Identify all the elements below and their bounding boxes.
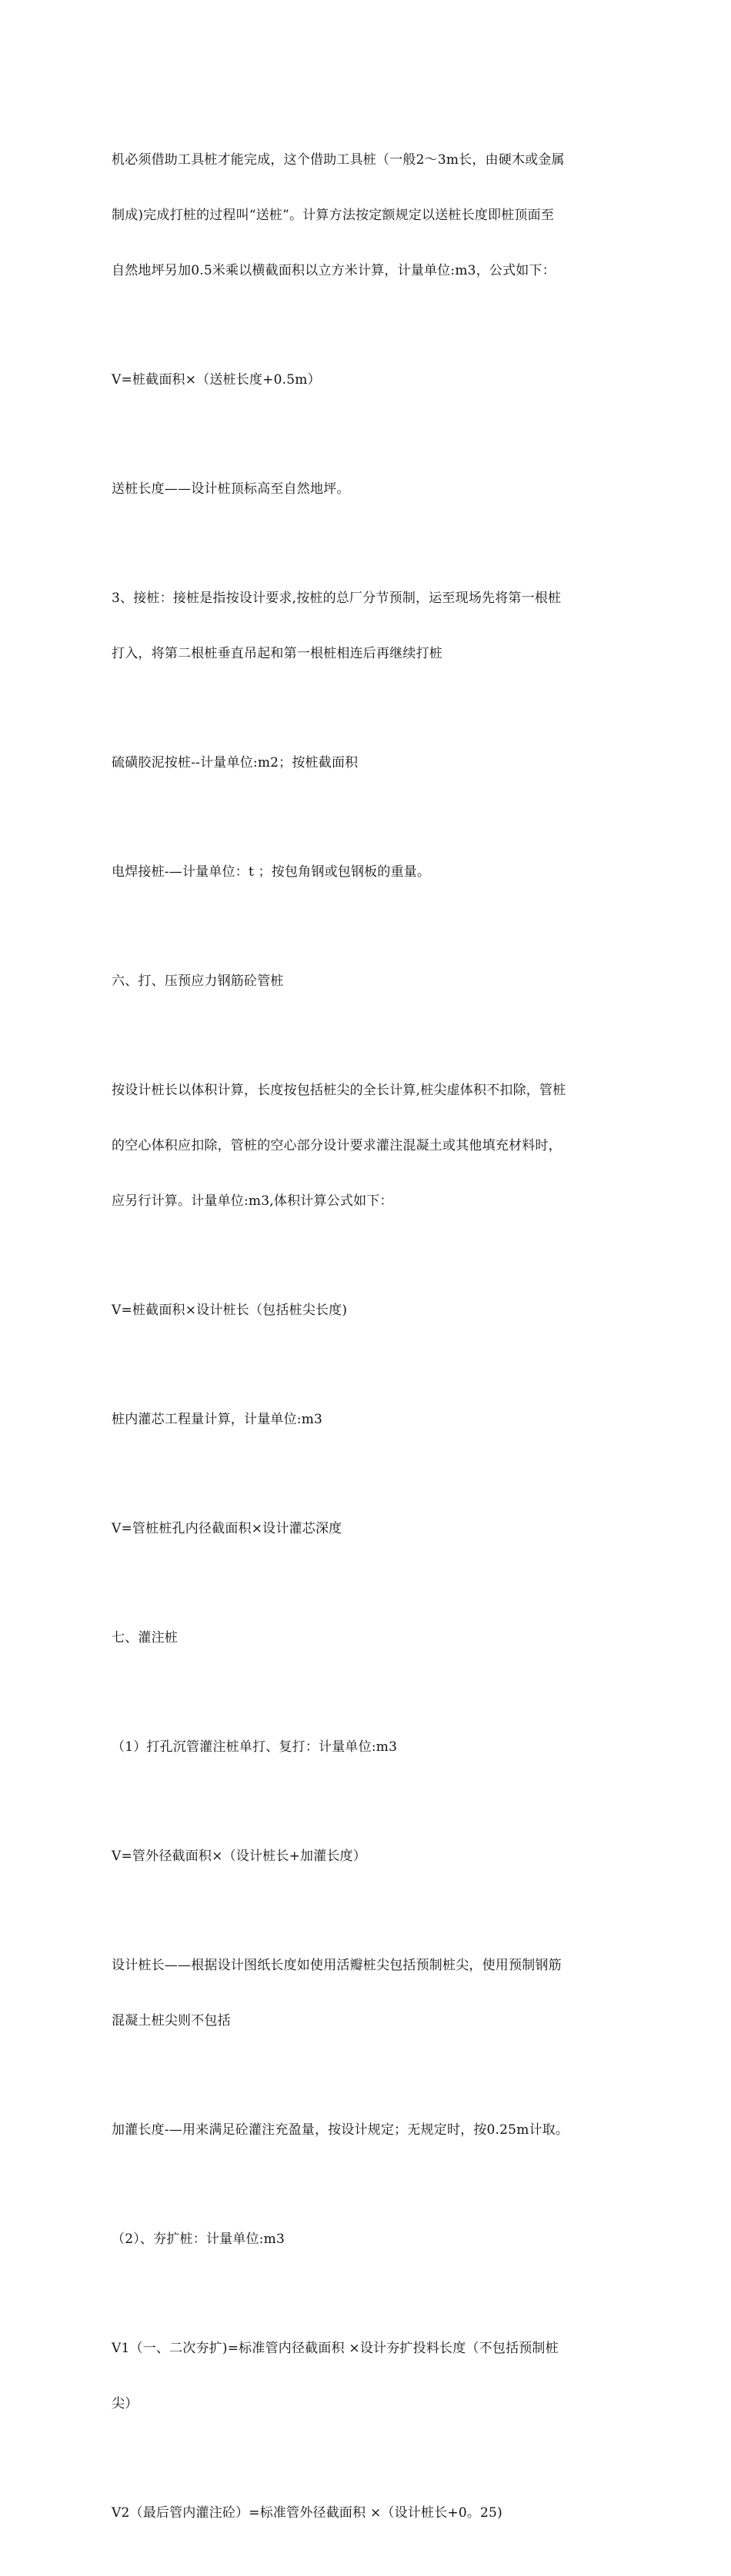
paragraph-sulfur-mortar-joint xyxy=(112,717,635,809)
heading-section-7 xyxy=(112,1592,635,1684)
formula-v2 xyxy=(112,2467,635,2559)
text-line: 3、接桩：接桩是指按设计要求,按桩的总厂分节预制，运至现场先将第一根桩 xyxy=(112,591,562,606)
text-line: 七、灌注桩 xyxy=(112,1630,178,1646)
text-line: V1（一、二次夯扩)=标准管内径截面积 ×设计夯扩投料长度（不包括预制桩 xyxy=(112,2341,559,2356)
text-line: 混凝土桩尖则不包括 xyxy=(112,2013,231,2029)
text-line: （2）、夯扩桩：计量单位:m3 xyxy=(112,2232,285,2247)
text-line: 自然地坪另加0.5米乘以横截面积以立方米计算，计量单位:m3，公式如下： xyxy=(112,263,556,278)
text-line: 硫磺胶泥按桩--计量单位:m2；按桩截面积 xyxy=(112,755,359,770)
text-line: 加灌长度-—用来满足砼灌注充盈量，按设计规定；无规定时，按0.25m计取。 xyxy=(112,2122,569,2138)
definition-extra-pour-length xyxy=(112,2084,635,2176)
text-line: 六、打、压预应力钢筋砼管桩 xyxy=(112,973,284,989)
paragraph-pile-joint xyxy=(112,552,635,700)
text-line: 按设计桩长以体积计算，长度按包括桩尖的全长计算,桩尖虚体积不扣除，管桩 xyxy=(112,1083,566,1098)
heading-section-6 xyxy=(112,935,635,1027)
paragraph-send-pile-intro xyxy=(112,114,635,317)
paragraph-core-filling xyxy=(112,1373,635,1466)
text-line: V=管桩桩孔内径截面积×设计灌芯深度 xyxy=(112,1521,342,1536)
text-line: V=桩截面积×设计桩长（包括桩尖长度) xyxy=(112,1303,348,1318)
paragraph-pipe-pile-rules xyxy=(112,1044,635,1247)
text-line: 机必须借助工具桩才能完成，这个借助工具桩（一般2～3m长，由硬木或金属 xyxy=(112,152,565,168)
text-line: （1）打孔沉管灌注桩单打、复打：计量单位:m3 xyxy=(112,1739,398,1755)
text-line: 打入，将第二根桩垂直吊起和第一根桩相连后再继续打桩 xyxy=(112,646,442,661)
definition-design-pile-length xyxy=(112,1919,635,2067)
text-line: V=管外径截面积×（设计桩长+加灌长度） xyxy=(112,1849,367,1864)
text-line: 尖） xyxy=(112,2396,139,2411)
formula-core-filling xyxy=(112,1483,635,1575)
subheading-driven-cast-pile xyxy=(112,1701,635,1793)
formula-v1 xyxy=(112,2302,635,2450)
text-line: 电焊接桩-—计量单位：t ；按包角钢或包钢板的重量。 xyxy=(112,864,431,880)
text-line: 设计桩长——根据设计图纸长度如使用活瓣桩尖包括预制桩尖，使用预制钢筋 xyxy=(112,1958,562,1973)
text-line: V=桩截面积×（送桩长度+0.5m） xyxy=(112,372,321,388)
formula-send-pile xyxy=(112,334,635,426)
text-line: 制成)完成打桩的过程叫“送桩”。计算方法按定额规定以送桩长度即桩顶面至 xyxy=(112,208,555,223)
subheading-rammed-pile xyxy=(112,2193,635,2285)
formula-driven-cast-pile xyxy=(112,1810,635,1902)
text-line: 桩内灌芯工程量计算，计量单位:m3 xyxy=(112,1412,323,1427)
definition-send-pile-length xyxy=(112,443,635,535)
formula-pipe-pile-volume xyxy=(112,1264,635,1356)
text-line: 的空心体积应扣除，管桩的空心部分设计要求灌注混凝土或其他填充材料时， xyxy=(112,1138,562,1153)
text-line: 应另行计算。计量单位:m3,体积计算公式如下： xyxy=(112,1193,393,1209)
paragraph-welded-joint xyxy=(112,826,635,918)
text-line: 送桩长度——设计桩顶标高至自然地坪。 xyxy=(112,481,350,497)
document-body xyxy=(112,114,635,2576)
text-line: V2（最后管内灌注砼）=标准管外径截面积 ×（设计桩长+0。25) xyxy=(112,2505,502,2521)
